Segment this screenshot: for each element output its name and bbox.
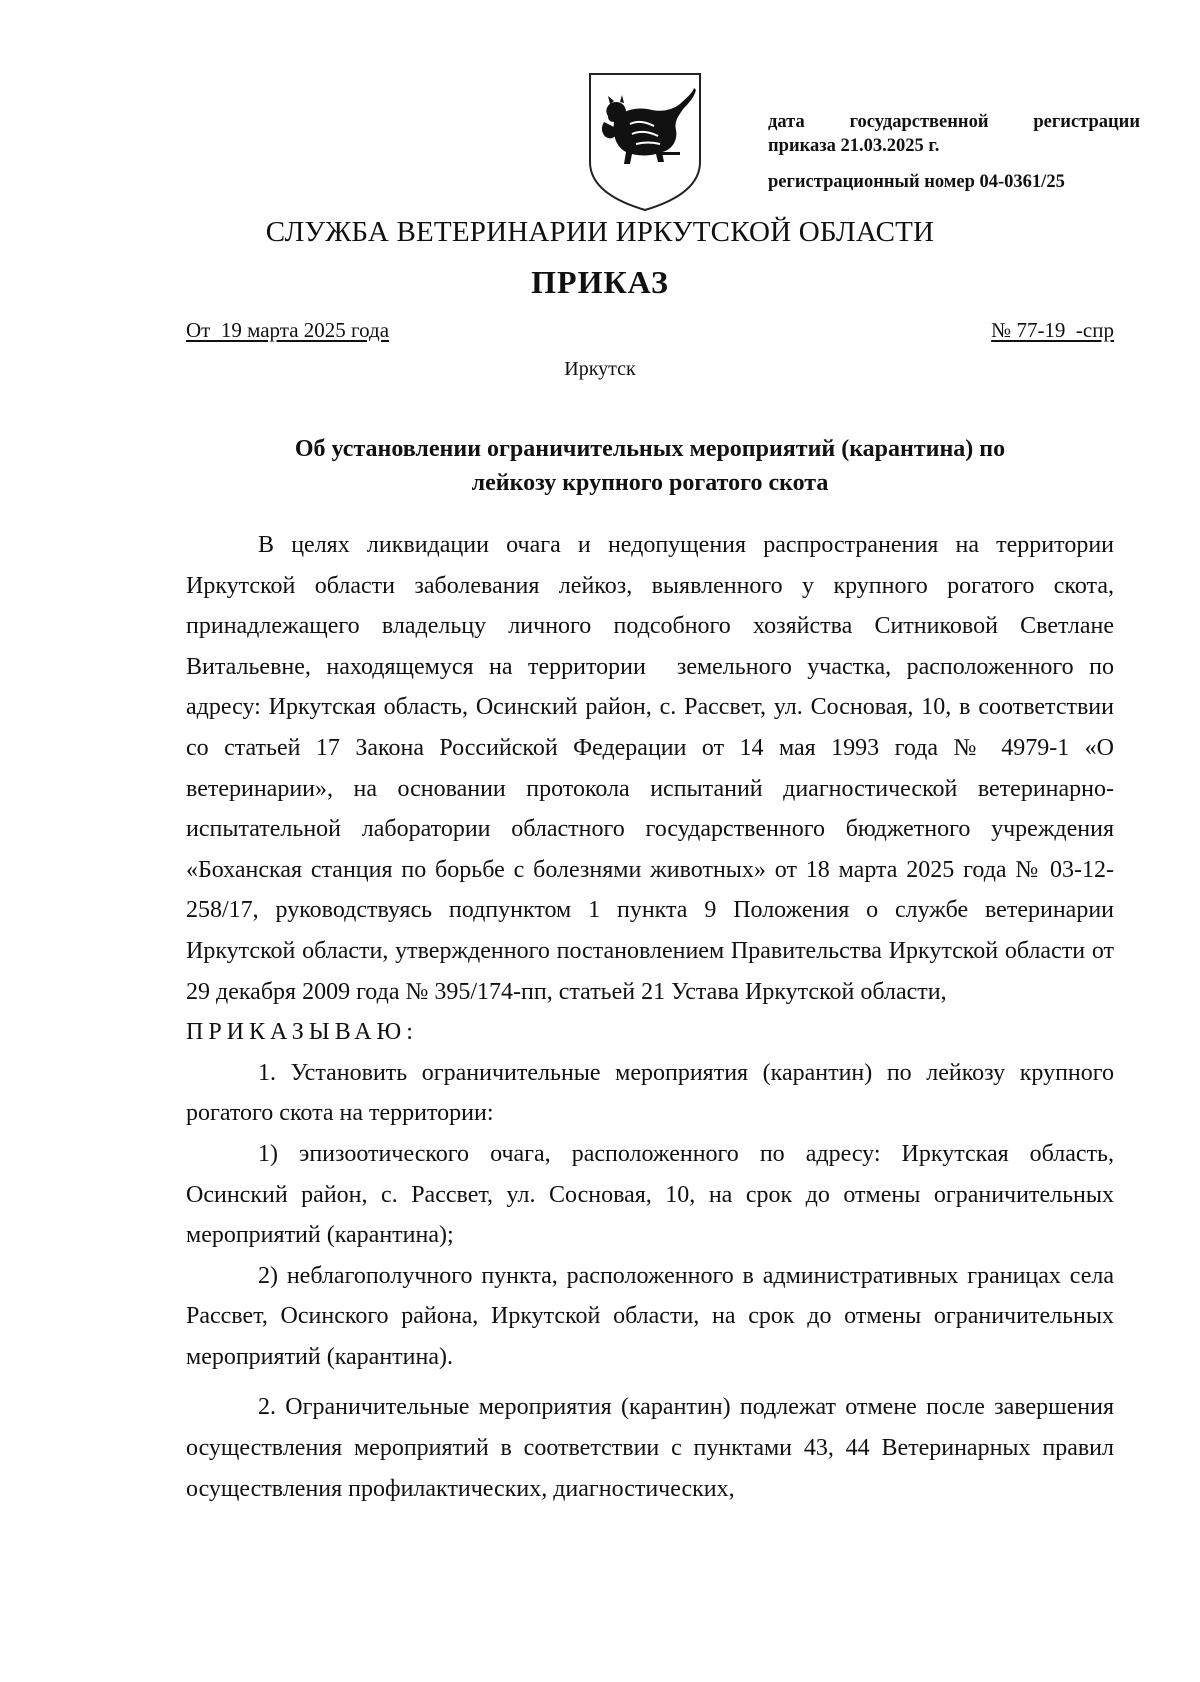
coat-of-arms-emblem xyxy=(586,70,704,212)
order-date: От 19 марта 2025 года xyxy=(186,318,390,342)
order-city: Иркутск xyxy=(564,358,636,380)
order-number: № 77-19 -спр xyxy=(991,318,1114,342)
registration-date-label xyxy=(768,110,1140,134)
item-1: 1. Установить ограничительные мероприятия (карантин) по лейкозу крупного рогатого скота на территории: xyxy=(186,1059,1114,1127)
order-subject xyxy=(186,432,1114,500)
reg-word-2: государственной xyxy=(849,112,989,132)
subject-line-1: Об установлении ограничительных мероприятий (карантина) по xyxy=(294,436,1006,462)
preamble-paragraph: В целях ликвидации очага и недопущения распространения на территории Иркутской области заболевания лейкоз, выявленного у крупного рогатого скота, принадлежащего владельцу личного подсобного хозяйства Ситниковой Светлане Витальевне, находящемуся на территории земельного участка, расположенного по адресу: Иркутская область, Осинский район, с. Рассвет, ул. Сосновая, 10, в соответствии со статьей 17 Закона Российской Федерации от 14 мая 1993 года № 4979-1 «О ветеринарии», на основании протокола испытаний диагностической ветеринарно-испытательной лаборатории областного государственного бюджетного учреждения «Боханская станция по борьбе с болезнями животных» от 18 марта 2025 года № 03-12-258/17, руководствуясь подпунктом 1 пункта 9 Положения о службе ветеринарии Иркутской области, утвержденного постановлением Правительства Иркутской области от 29 декабря 2009 года № 395/174-пп, статьей 21 Устава Иркутской области, xyxy=(186,532,1120,1005)
item-1-2: 2) неблагополучного пункта, расположенного в административных границах села Рассвет, Осинского района, Иркутской области, на срок до отмены ограничительных мероприятий (карантина). xyxy=(186,1262,1114,1370)
item-2: 2. Ограничительные мероприятия (карантин) подлежат отмене после завершения осуществления мероприятий в соответствии с пунктами 43, 44 Ветеринарных правил осуществления профилактических, диагностических, xyxy=(186,1394,1114,1502)
reg-word-3: регистрации xyxy=(1033,112,1140,132)
subject-line-2: лейкозу крупного рогатого скота xyxy=(471,470,829,496)
order-title: ПРИКАЗ xyxy=(531,264,669,300)
order-body xyxy=(186,525,1120,1509)
order-directive: ПРИКАЗЫВАЮ: xyxy=(186,1019,418,1046)
registration-block xyxy=(768,110,1148,194)
registration-number: регистрационный номер 04-0361/25 xyxy=(768,172,1065,192)
agency-name: СЛУЖБА ВЕТЕРИНАРИИ ИРКУТСКОЙ ОБЛАСТИ xyxy=(265,216,935,248)
registration-date: приказа 21.03.2025 г. xyxy=(768,136,940,156)
item-1-1: 1) эпизоотического очага, расположенного по адресу: Иркутская область, Осинский район, с. Рассвет, ул. Сосновая, 10, на срок до отмены ограничительных мероприятий (карантина); xyxy=(186,1140,1114,1249)
reg-word-1: дата xyxy=(768,112,805,132)
